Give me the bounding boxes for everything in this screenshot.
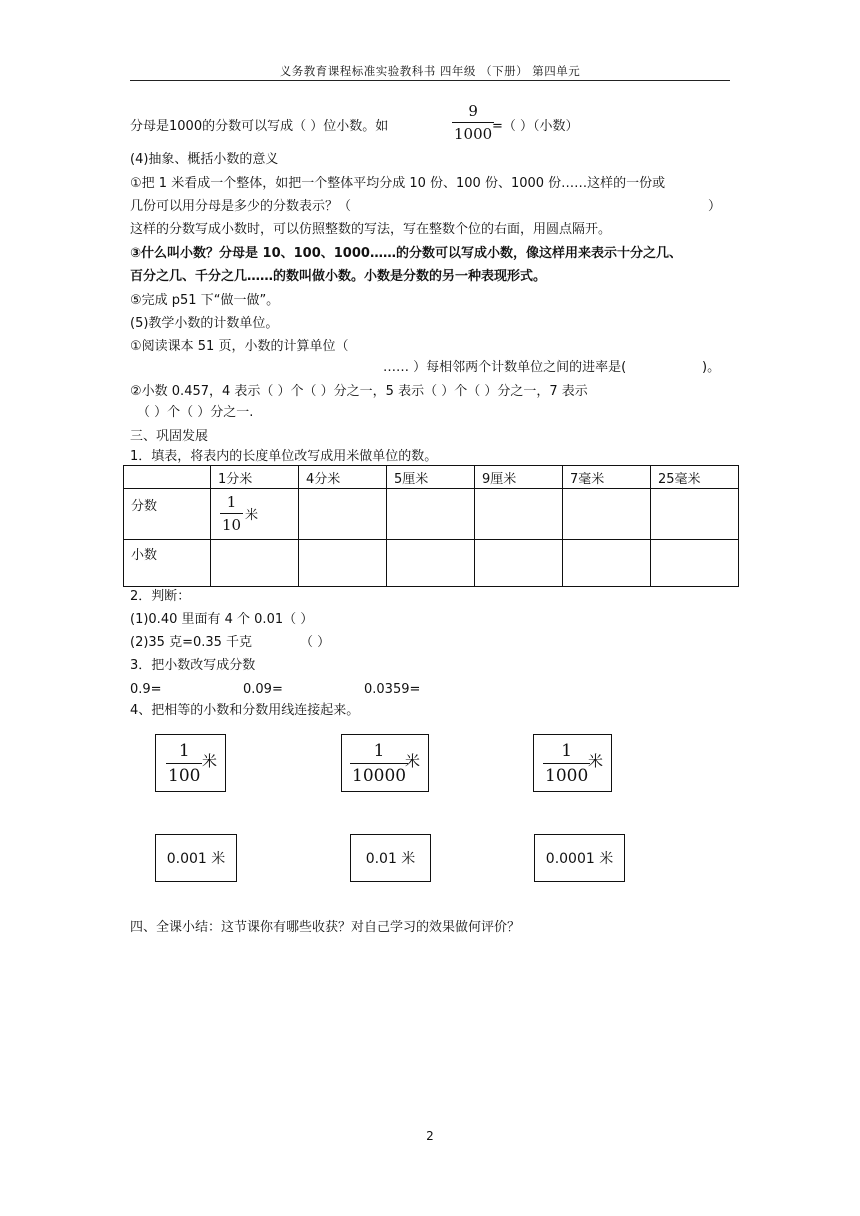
match-unit: 米 bbox=[202, 752, 218, 770]
table-cell-blank bbox=[475, 489, 563, 540]
definition-line-1: ③什么叫小数？分母是 10、100、1000……的分数可以写成小数，像这样用来表示十分之几、 bbox=[130, 246, 682, 261]
decimal-box-0-01: 0.01 米 bbox=[350, 834, 431, 882]
fraction-numerator: 1 bbox=[373, 741, 385, 761]
convert-item-c: 0.0359= bbox=[364, 682, 421, 697]
fraction-bar bbox=[220, 513, 243, 514]
match-fraction bbox=[166, 741, 202, 786]
decimal-box-0-001: 0.001 米 bbox=[155, 834, 237, 882]
table-fraction bbox=[220, 493, 243, 534]
fraction-denominator: 10 bbox=[222, 516, 242, 534]
match-fraction bbox=[543, 741, 590, 786]
table-cell-blank bbox=[651, 540, 739, 587]
table-cell-blank bbox=[387, 489, 475, 540]
match-unit: 米 bbox=[405, 752, 421, 770]
decimal-box-0-0001: 0.0001 米 bbox=[534, 834, 625, 882]
text-line-4: 几份可以用分母是多少的分数表示？（ bbox=[130, 199, 352, 214]
table-header-cell bbox=[124, 466, 211, 489]
judge-item-1: (1)0.40 里面有 4 个 0.01（ ） bbox=[130, 612, 314, 627]
text-line-10: ①阅读课本 51 页，小数的计算单位（ bbox=[130, 339, 349, 354]
fraction-box-1-1000 bbox=[533, 734, 612, 792]
section-title-3: 三、巩固发展 bbox=[130, 429, 209, 444]
fraction-bar bbox=[350, 763, 408, 764]
table-header-cell: 9厘米 bbox=[475, 466, 563, 489]
fraction-numerator: 1 bbox=[178, 741, 190, 761]
unit-conversion-table bbox=[123, 465, 739, 587]
fraction-numerator: 9 bbox=[468, 102, 478, 120]
definition-line-2: 百分之几、千分之几……的数叫做小数。小数是分数的另一种表现形式。 bbox=[130, 269, 547, 284]
fraction-denominator: 10000 bbox=[352, 766, 407, 786]
judge-item-2-blank: （ ） bbox=[300, 635, 331, 650]
text-line-11: …… ）每相邻两个计数单位之间的进率是( bbox=[383, 360, 627, 375]
text-line-5: 这样的分数写成小数时，可以仿照整数的写法，写在整数个位的右面，用圆点隔开。 bbox=[130, 222, 612, 237]
text-line-12: ②小数 0.457，4 表示（ ）个（ ）分之一，5 表示（ ）个（ ）分之一，7 表示 bbox=[130, 384, 588, 399]
table-cell-blank bbox=[299, 489, 387, 540]
table-cell-blank bbox=[475, 540, 563, 587]
fraction-box-1-10000 bbox=[341, 734, 429, 792]
table-header-cell: 4分米 bbox=[299, 466, 387, 489]
fraction-9-1000 bbox=[452, 102, 494, 143]
table-cell-blank bbox=[651, 489, 739, 540]
header-rule bbox=[130, 80, 730, 81]
table-row-decimal bbox=[124, 540, 739, 587]
table-row-fraction bbox=[124, 489, 739, 540]
fraction-denominator: 100 bbox=[168, 766, 201, 786]
fraction-bar bbox=[166, 763, 202, 764]
text-line-8: ⑤完成 p51 下“做一做”。 bbox=[130, 293, 280, 308]
convert-item-a: 0.9= bbox=[130, 682, 162, 697]
fraction-bar bbox=[543, 763, 590, 764]
fraction-denominator: 1000 bbox=[454, 125, 493, 143]
text-line-11-close: )。 bbox=[702, 360, 721, 375]
exercise-1-title: 1．填表，将表内的长度单位改写成用米做单位的数。 bbox=[130, 449, 438, 464]
table-row-label: 分数 bbox=[124, 489, 211, 540]
text-line-13: （ ）个（ ）分之一. bbox=[137, 405, 254, 420]
text-line-4-close: ） bbox=[708, 199, 722, 214]
section-title-4-summary: 四、全课小结：这节课你有哪些收获？对自己学习的效果做何评价？ bbox=[130, 920, 521, 935]
match-unit: 米 bbox=[588, 752, 604, 770]
convert-item-b: 0.09= bbox=[243, 682, 283, 697]
table-cell-blank bbox=[211, 540, 299, 587]
table-header-cell: 25毫米 bbox=[651, 466, 739, 489]
judge-item-2: (2)35 克=0.35 千克 bbox=[130, 635, 253, 650]
table-header-row bbox=[124, 466, 739, 489]
fraction-denominator: 1000 bbox=[545, 766, 589, 786]
table-header-cell: 1分米 bbox=[211, 466, 299, 489]
table-cell-example bbox=[211, 489, 299, 540]
table-cell-blank bbox=[563, 489, 651, 540]
exercise-3-title: 3．把小数改写成分数 bbox=[130, 658, 256, 673]
fraction-box-1-100 bbox=[155, 734, 226, 792]
exercise-2-title: 2．判断： bbox=[130, 589, 191, 604]
exercise-4-title: 4、把相等的小数和分数用线连接起来。 bbox=[130, 703, 360, 718]
table-header-cell: 7毫米 bbox=[563, 466, 651, 489]
fraction-numerator: 1 bbox=[561, 741, 573, 761]
table-cell-blank bbox=[387, 540, 475, 587]
text-line-2: (4)抽象、概括小数的意义 bbox=[130, 152, 279, 167]
table-row-label: 小数 bbox=[124, 540, 211, 587]
page-number: 2 bbox=[426, 1129, 434, 1143]
text-line-1-tail: =（ ）（小数） bbox=[492, 119, 579, 134]
table-cell-blank bbox=[563, 540, 651, 587]
text-line-1: 分母是1000的分数可以写成（ ）位小数。如 bbox=[130, 119, 389, 134]
table-cell-blank bbox=[299, 540, 387, 587]
text-line-3: ①把 1 米看成一个整体，如把一个整体平均分成 10 份、100 份、1000 份……这样的一份或 bbox=[130, 176, 666, 191]
match-fraction bbox=[350, 741, 408, 786]
page-header: 义务教育课程标准实验教科书 四年级 （下册） 第四单元 bbox=[279, 64, 581, 78]
fraction-bar bbox=[452, 122, 494, 123]
text-line-9: (5)教学小数的计数单位。 bbox=[130, 316, 279, 331]
table-header-cell: 5厘米 bbox=[387, 466, 475, 489]
table-unit: 米 bbox=[245, 508, 259, 523]
fraction-numerator: 1 bbox=[226, 493, 237, 511]
